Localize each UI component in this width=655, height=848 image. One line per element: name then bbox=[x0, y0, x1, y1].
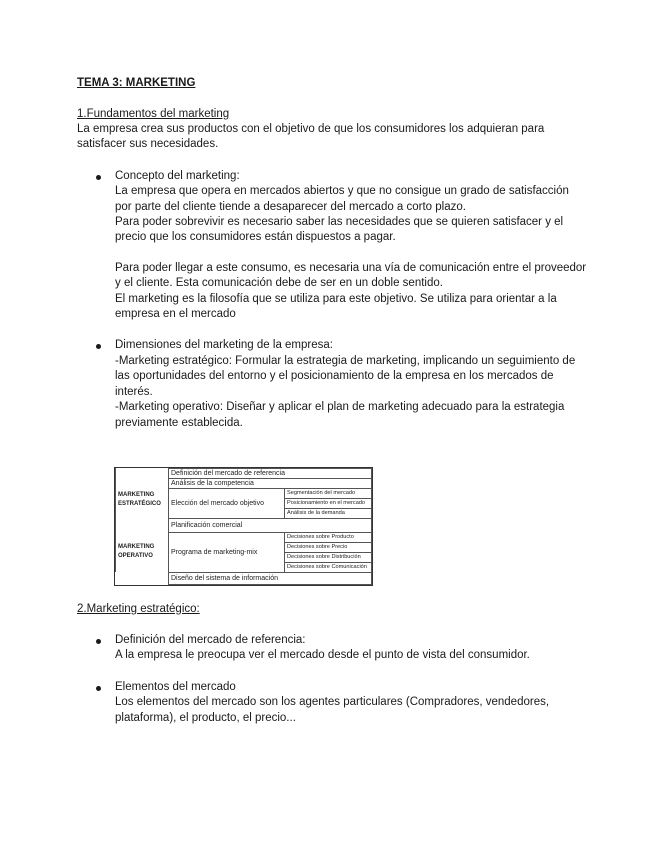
diagram-subrow: Decisiones sobre Distribución bbox=[285, 552, 372, 562]
bullet-dot-icon bbox=[96, 639, 101, 644]
diagram-subrow: Segmentación del mercado bbox=[285, 488, 372, 498]
bullet-text: -Marketing operativo: Diseñar y aplicar el plan de marketing adecuado para la estrategia previamente establecida. bbox=[115, 401, 565, 429]
bullet-text: El marketing es la filosofía que se utiliza para este objetivo. Se utiliza para orientar a la empresa en el mercado bbox=[115, 292, 557, 321]
diagram-subrow: Análisis de la demanda bbox=[285, 508, 372, 518]
bullet-label: Dimensiones del marketing de la empresa: bbox=[115, 339, 333, 352]
diagram-row: Análisis de la competencia bbox=[169, 478, 372, 488]
diagram-row: Planificación comercial bbox=[169, 518, 372, 532]
bullet-label: Concepto del marketing: bbox=[115, 169, 240, 182]
diagram-label-estrategico: MARKETING ESTRATÉGICO bbox=[116, 468, 169, 532]
diagram-label-operativo: MARKETING OPERATIVO bbox=[116, 532, 169, 572]
bullet-text: Para poder llegar a este consumo, es necesaria una vía de comunicación entre el proveedor y el cliente. Esta comunicación debe de ser en un doble sentido. bbox=[115, 261, 587, 290]
diagram-row: Diseño del sistema de información bbox=[169, 572, 372, 584]
bullet-elementos bbox=[77, 680, 587, 726]
bullet-dimensiones bbox=[77, 338, 587, 430]
bullet-dot-icon bbox=[96, 344, 101, 349]
bullet-label: Definición del mercado de referencia: bbox=[115, 633, 306, 646]
diagram-row: Programa de marketing-mix bbox=[169, 532, 285, 572]
section2-heading: 2.Marketing estratégico: bbox=[77, 602, 200, 615]
bullet-text: Para poder sobrevivir es necesario saber las necesidades que se quieren satisfacer y el precio que los consumidores están dispuestos a pagar. bbox=[115, 216, 564, 244]
marketing-diagram bbox=[114, 467, 373, 586]
diagram-row: Definición del mercado de referencia bbox=[169, 468, 372, 478]
diagram-subrow: Decisiones sobre Producto bbox=[285, 532, 372, 542]
bullet-text: La empresa que opera en mercados abiertos y que no consigue un grado de satisfacción por parte del cliente tiende a desaparecer del mercado a corto plazo. bbox=[115, 185, 569, 213]
bullet-concepto bbox=[77, 169, 587, 323]
document-page bbox=[77, 76, 587, 726]
bullet-text: A la empresa le preocupa ver el mercado desde el punto de vista del consumidor. bbox=[115, 649, 530, 662]
bullet-label: Elementos del mercado bbox=[115, 680, 236, 693]
diagram-subrow: Decisiones sobre Precio bbox=[285, 542, 372, 552]
page-title: TEMA 3: MARKETING bbox=[77, 77, 196, 89]
bullet-definicion bbox=[77, 633, 587, 664]
bullet-text: Los elementos del mercado son los agentes particulares (Compradores, vendedores, plataforma), el producto, el precio... bbox=[115, 696, 550, 724]
diagram-row: Elección del mercado objetivo bbox=[169, 488, 285, 518]
section1-intro: La empresa crea sus productos con el objetivo de que los consumidores los adquieran para satisfacer sus necesidades. bbox=[77, 123, 545, 151]
diagram-subrow: Posicionamiento en el mercado bbox=[285, 498, 372, 508]
bullet-dot-icon bbox=[96, 175, 101, 180]
bullet-text: -Marketing estratégico: Formular la estrategia de marketing, implicando un seguimiento de las oportunidades del entorno y el posicionamiento de la empresa en los mercados de interés. bbox=[115, 354, 576, 398]
section1-heading: 1.Fundamentos del marketing bbox=[77, 108, 230, 120]
diagram-subrow: Decisiones sobre Comunicación bbox=[285, 562, 372, 572]
bullet-dot-icon bbox=[96, 686, 101, 691]
